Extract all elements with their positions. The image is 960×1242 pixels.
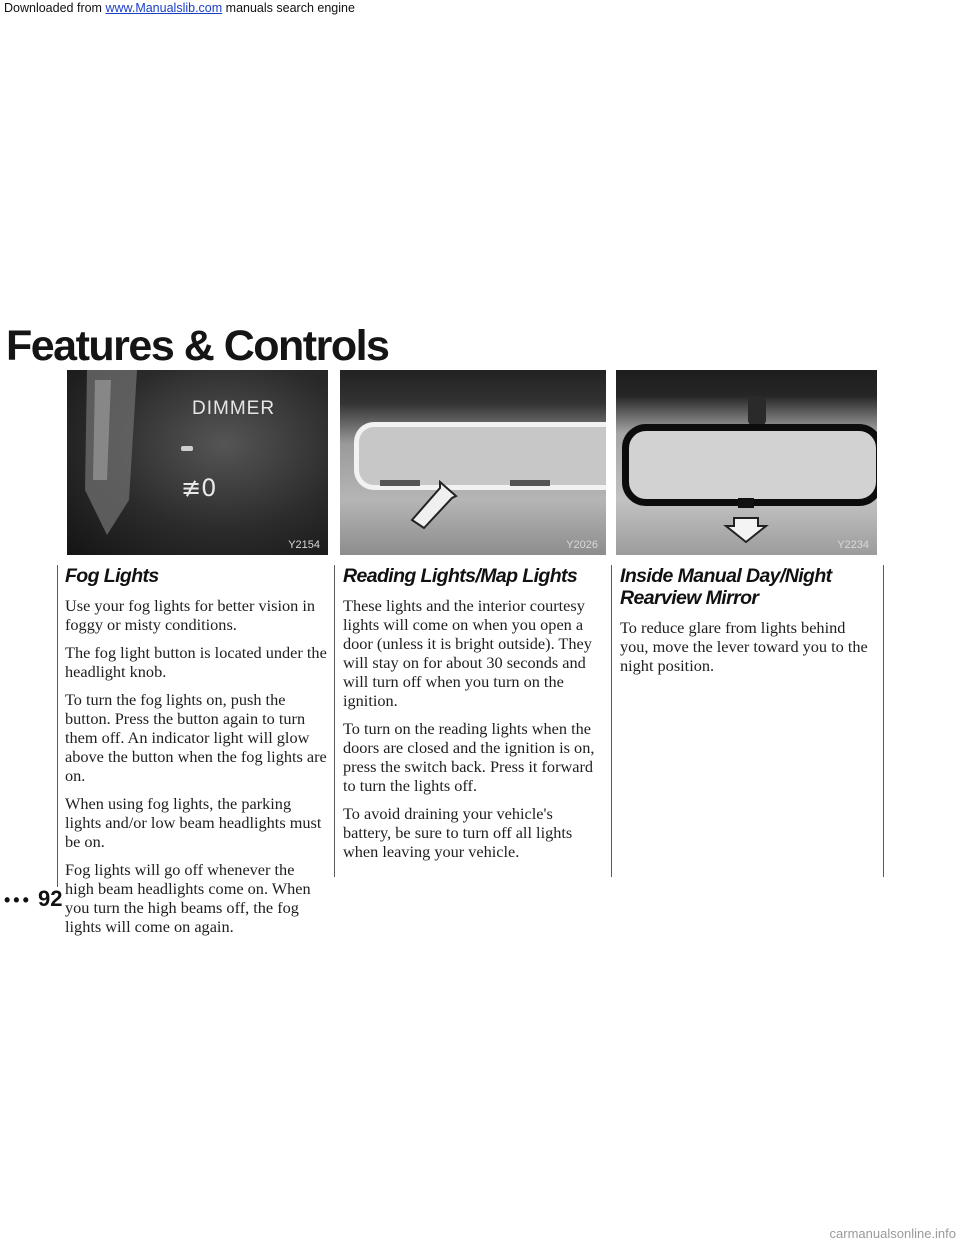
- banner-prefix: Downloaded from: [4, 1, 102, 15]
- column-divider: [883, 565, 884, 877]
- lever: [738, 498, 754, 508]
- paragraph: To turn on the reading lights when the doors are closed and the ignition is on, press the switch back. Press it forward to turn the lights off.: [343, 719, 595, 795]
- paragraph: To avoid draining your vehicle's battery, be sure to turn off all lights when leaving your vehicle.: [343, 804, 573, 861]
- knob-shape: [85, 370, 137, 535]
- day-night-mirror-section: [620, 565, 872, 684]
- download-banner: [0, 0, 960, 16]
- paragraph: These lights and the interior courtesy lights will come on when you open a door (unless it is bright outside). They will stay on for about 30 seconds and will turn off when you turn on the ignition.: [343, 596, 592, 710]
- column-divider: [611, 565, 612, 877]
- column-divider: [57, 565, 58, 887]
- column-divider: [334, 565, 335, 877]
- figure-code: Y2234: [837, 539, 869, 551]
- paragraph: Use your fog lights for better vision in foggy or misty conditions.: [65, 596, 316, 634]
- paragraph: To reduce glare from lights behind you, move the lever toward you to the night position.: [620, 618, 868, 675]
- page-number-value: 92: [38, 886, 63, 911]
- fog-light-icon: ≢0: [181, 474, 217, 502]
- figure-code: Y2154: [288, 539, 320, 551]
- reading-lights-section: [343, 565, 605, 870]
- day-night-mirror-photo: [616, 370, 877, 555]
- paragraph: To turn the fog lights on, push the button. Press the button again to turn them off. An indicator light will glow above the button when the fog lights are on.: [65, 690, 327, 785]
- down-arrow-icon: [726, 518, 766, 542]
- manualslib-link[interactable]: www.Manualslib.com: [105, 1, 223, 15]
- footer-watermark: carmanualsonline.info: [829, 1226, 956, 1241]
- paragraph: The fog light button is located under the headlight knob.: [65, 643, 327, 681]
- paragraph: When using fog lights, the parking lights and/or low beam headlights must be on.: [65, 794, 322, 851]
- section-heading: [620, 565, 872, 609]
- arrow-icon: [412, 482, 456, 528]
- heading-line: Rearview Mirror: [620, 587, 759, 609]
- fog-lights-section: [65, 565, 327, 945]
- pointer-arrow-graphic: [340, 370, 606, 555]
- indicator-light: [181, 446, 193, 451]
- switch-left: [380, 480, 420, 486]
- switch-right: [510, 480, 550, 486]
- paragraph: Fog lights will go off whenever the high beam headlights come on. When you turn the high beams off, the fog lights will come on again.: [65, 860, 311, 936]
- figure-code: Y2026: [566, 539, 598, 551]
- heading-line: Inside Manual Day/Night: [620, 565, 832, 587]
- page-title: Features & Controls: [6, 322, 389, 370]
- section-heading: Reading Lights/Map Lights: [343, 565, 578, 587]
- dimmer-photo: [67, 370, 328, 555]
- banner-suffix: manuals search engine: [225, 1, 355, 15]
- reading-lights-photo: [340, 370, 606, 555]
- page-number: [4, 886, 63, 912]
- lever-arrow-graphic: [616, 370, 877, 555]
- page-dots: •••: [4, 890, 32, 910]
- dimmer-label: DIMMER: [192, 398, 276, 419]
- section-heading: Fog Lights: [65, 565, 159, 587]
